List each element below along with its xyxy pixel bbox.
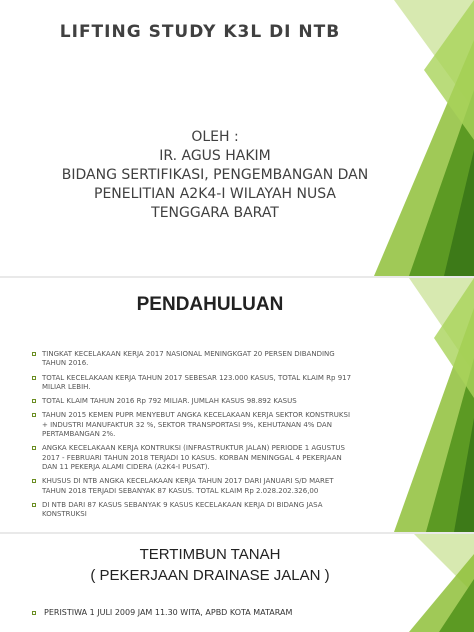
checkbox-bullet-icon bbox=[32, 503, 36, 507]
list-item bbox=[32, 411, 354, 439]
list-item-text: TAHUN 2015 KEMEN PUPR MENYEBUT ANGKA KECELAKAAN KERJA SEKTOR KONSTRUKSI + INDUSTRI MANUFAKTUR 32 %, SEKTOR TRANSPORTASI 9%, KEHUTANAN 4% DAN PERTAMBANGAN 2%. bbox=[42, 411, 351, 439]
list-item bbox=[32, 444, 354, 472]
introduction-slide bbox=[0, 278, 474, 532]
author-block bbox=[30, 128, 400, 223]
author-line: OLEH : bbox=[191, 129, 239, 145]
list-item bbox=[32, 477, 354, 496]
list-item bbox=[32, 350, 354, 369]
author-line: PENELITIAN A2K4-I WILAYAH NUSA bbox=[94, 186, 336, 202]
list-item-text: DI NTB DARI 87 KASUS SEBANYAK 9 KASUS KECELAKAAN KERJA DI BIDANG JASA KONSTRUKSI bbox=[42, 500, 323, 519]
title-line: ( PEKERJAAN DRAINASE JALAN ) bbox=[90, 567, 330, 584]
checkbox-bullet-icon bbox=[32, 479, 36, 483]
checkbox-bullet-icon bbox=[32, 611, 36, 615]
author-line: IR. AGUS HAKIM bbox=[159, 148, 271, 164]
checkbox-bullet-icon bbox=[32, 446, 36, 450]
list-item-text: PERISTIWA 1 JULI 2009 JAM 11.30 WITA, APBD KOTA MATARAM bbox=[44, 608, 293, 617]
green-decoration bbox=[354, 278, 474, 532]
slide-title: PENDAHULUAN bbox=[136, 294, 284, 315]
author-line: BIDANG SERTIFIKASI, PENGEMBANGAN DAN bbox=[61, 167, 369, 183]
bullet-list bbox=[32, 350, 354, 524]
checkbox-bullet-icon bbox=[32, 413, 36, 417]
list-item bbox=[32, 608, 372, 617]
list-item bbox=[32, 501, 354, 520]
slide-title bbox=[0, 544, 420, 586]
checkbox-bullet-icon bbox=[32, 399, 36, 403]
checkbox-bullet-icon bbox=[32, 376, 36, 380]
author-line: TENGGARA BARAT bbox=[151, 205, 279, 221]
list-item-text: KHUSUS DI NTB ANGKA KECELAKAAN KERJA TAHUN 2017 DARI JANUARI S/D MARET TAHUN 2018 TERJADI SEBANYAK 87 KASUS. TOTAL KLAIM Rp 2.028.202.326,00 bbox=[42, 477, 334, 495]
case-slide bbox=[0, 534, 474, 632]
title-line: TERTIMBUN TANAH bbox=[139, 546, 281, 563]
list-item bbox=[32, 397, 354, 406]
list-item bbox=[32, 374, 354, 393]
list-item-text: TOTAL KECELAKAAN KERJA TAHUN 2017 SEBESAR 123.000 KASUS, TOTAL KLAIM Rp 917 MILIAR LEBIH. bbox=[42, 373, 352, 391]
title-slide bbox=[0, 0, 474, 276]
list-item-text: TINGKAT KECELAKAAN KERJA 2017 NASIONAL MENINGKGAT 20 PERSEN DIBANDING TAHUN 2016. bbox=[42, 350, 335, 368]
list-item-text: ANGKA KECELAKAAN KERJA KONTRUKSI (INFRASTRUKTUR JALAN) PERIODE 1 AGUSTUS 2017 - FEBRUARI TAHUN 2018 TERJADI 10 KASUS. KORBAN MENINGGAL 4 PEKERJAAN DAN 11 PEKERJA ALAMI CIDERA (A2K4-I PUSAT). bbox=[42, 444, 345, 471]
bullet-list bbox=[32, 608, 372, 617]
list-item-text: TOTAL KLAIM TAHUN 2016 Rp 792 MILIAR. JUMLAH KASUS 98.892 KASUS bbox=[42, 397, 297, 406]
checkbox-bullet-icon bbox=[32, 352, 36, 356]
slide-title: LIFTING STUDY K3L DI NTB bbox=[59, 22, 341, 42]
